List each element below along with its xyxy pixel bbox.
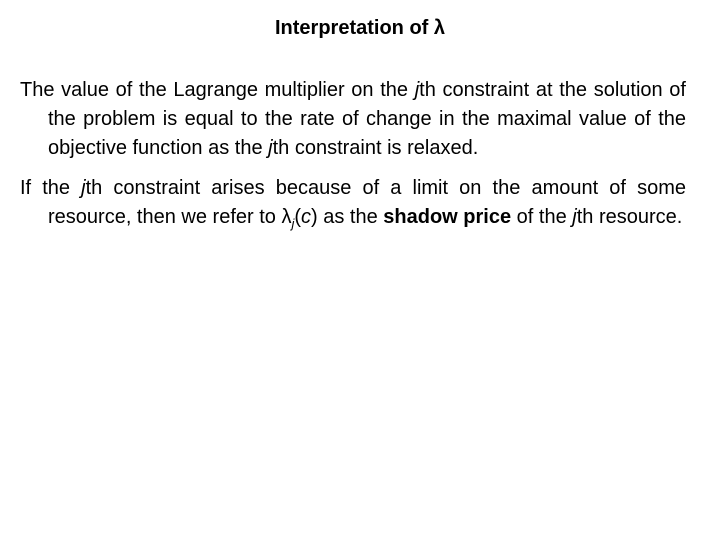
p2-lambda-subscript: j	[291, 216, 295, 231]
p2-j-italic-1: j	[81, 177, 86, 199]
slide-body	[20, 76, 686, 243]
p1-text-3: th constraint is relaxed.	[272, 137, 479, 159]
p2-text-5: of the	[511, 206, 573, 228]
p1-j-italic-2: j	[268, 137, 273, 159]
p1-text-2: th constraint at the solution of the problem is equal to the rate of change in the maximal value of the objective function as the	[48, 79, 686, 159]
p2-j-italic-2: j	[572, 206, 577, 228]
p2-text-4: ) as the	[311, 206, 384, 228]
p1-text-1: The value of the Lagrange multiplier on the	[20, 79, 415, 101]
p2-text-1: If the	[20, 177, 82, 199]
p2-text-2: th constraint arises because of a limit on the amount of some resource, then we refer to λ	[48, 177, 687, 228]
p1-j-italic-1: j	[414, 79, 420, 101]
slide-title: Interpretation of λ	[274, 17, 445, 39]
p2-text-3: (	[294, 206, 302, 228]
paragraph-shadow-price	[20, 174, 686, 232]
p2-c-italic: c	[301, 206, 312, 228]
p2-text-6: th resource.	[576, 206, 683, 228]
paragraph-lagrange-multiplier	[20, 76, 686, 163]
p2-shadow-price-bold: shadow price	[383, 206, 512, 228]
